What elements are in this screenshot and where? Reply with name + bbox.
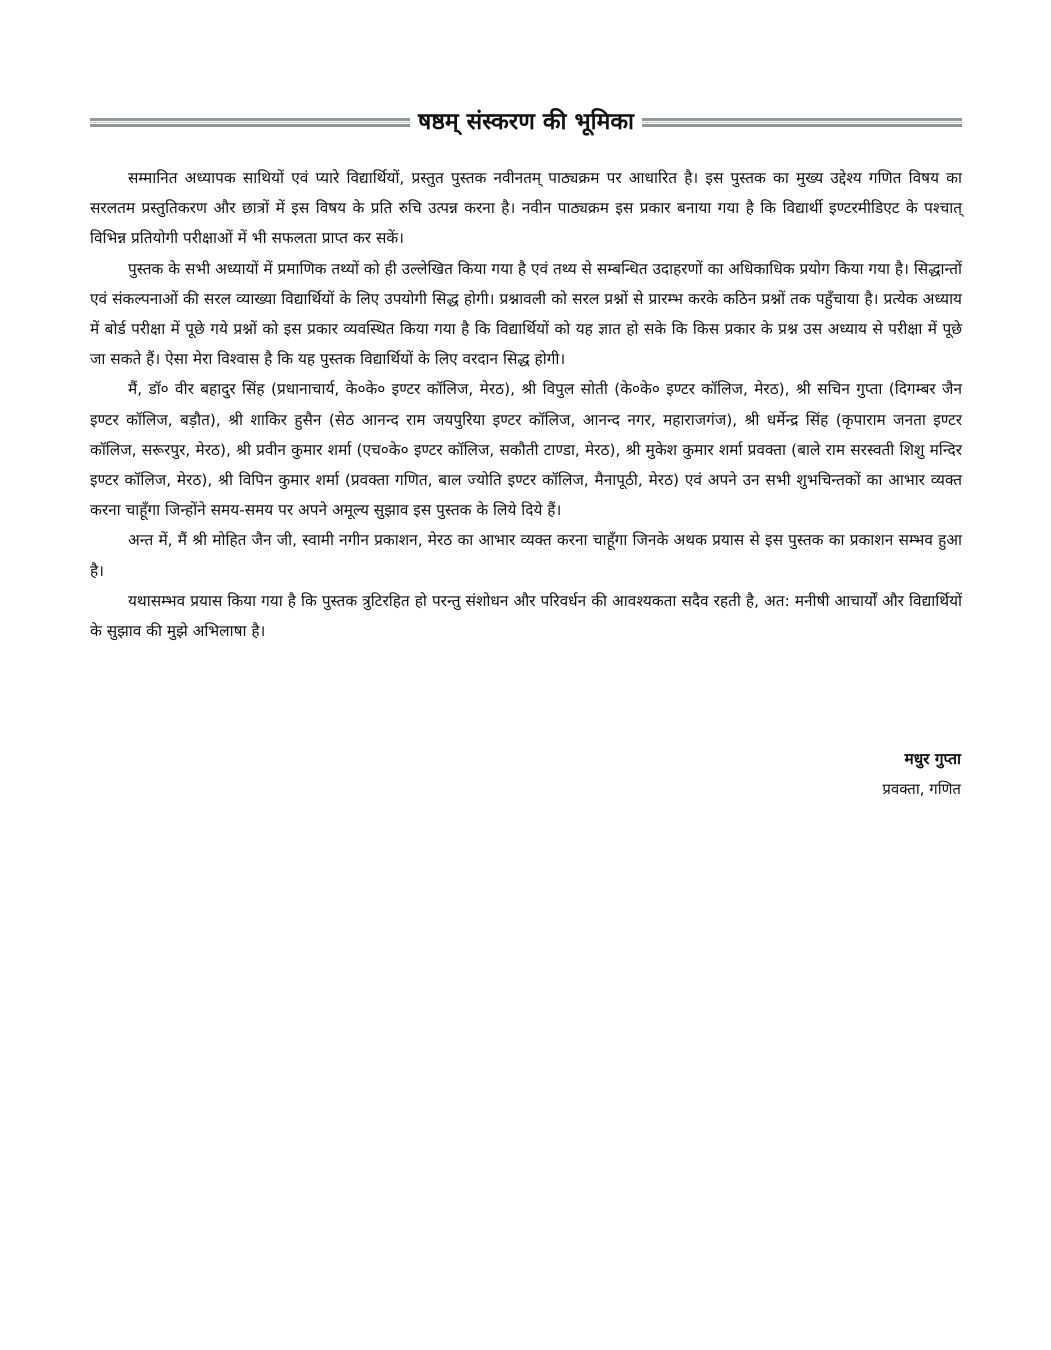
paragraph-publisher-thanks: अन्त में, मैं श्री मोहित जैन जी, स्वामी नगीन प्रकाशन, मेरठ का आभार व्यक्त करना चाहूँगा जिनके अथक प्रयास से इस पुस्तक का प्रकाशन सम्भव हुआ है। xyxy=(90,531,962,580)
paragraph-intro: सम्मानित अध्यापक साथियों एवं प्यारे विद्यार्थियों, प्रस्तुत पुस्तक नवीनतम् पाठ्यक्रम पर आधारित है। इस पुस्तक का मुख्य उद्देश्य गणित विषय का सरलतम प्रस्तुतिकरण और छात्रों में इस विषय के प्रति रुचि उत्पन्न करना है। नवीन पाठ्यक्रम इस प्रकार बनाया गया है कि विद्यार्थी इण्टरमीडिएट के पश्चात् विभिन्न प्रतियोगी परीक्षाओं में भी सफलता प्राप्त कर सकें। xyxy=(90,169,962,248)
left-decorative-rule xyxy=(90,118,410,127)
paragraph-closing: यथासम्भव प्रयास किया गया है कि पुस्तक त्रुटिरहित हो परन्तु संशोधन और परिवर्धन की आवश्यकता सदैव रहती है, अत: मनीषी आचार्यों और विद्यार्थियों के सुझाव की मुझे अभिलाषा है। xyxy=(90,591,962,641)
author-name: मधुर गुप्ता xyxy=(904,750,961,768)
author-role: प्रवक्ता, गणित xyxy=(882,780,961,798)
page-title: षष्ठम् संस्करण की भूमिका xyxy=(418,109,634,135)
heading-row xyxy=(90,102,962,142)
paragraph-acknowledgements: मैं, डॉ० वीर बहादुर सिंह (प्रधानाचार्य, के०के० इण्टर कॉलिज, मेरठ), श्री विपुल सोती (के०के० इण्टर कॉलिज, मेरठ), श्री सचिन गुप्ता (दिगम्बर जैन इण्टर कॉलिज, बड़ौत), श्री शाकिर हुसैन (सेठ आनन्द राम जयपुरिया इण्टर कॉलिज, आनन्द नगर, महाराजगंज), श्री धर्मेन्द्र सिंह (कृपाराम जनता इण्टर कॉलिज, सरूरपुर, मेरठ), श्री प्रवीन कुमार शर्मा (एच०के० इण्टर कॉलिज, सकौती टाण्डा, मेरठ), श्री मुकेश कुमार शर्मा प्रवक्ता (बाले राम सरस्वती शिशु मन्दिर इण्टर कॉलिज, मेरठ), श्री विपिन कुमार शर्मा (प्रवक्ता गणित, बाल ज्योति इण्टर कॉलिज, मैनापूठी, मेरठ) एवं अपने उन सभी शुभचिन्तकों का आभार व्यक्त करना चाहूँगा जिन्होंने समय-समय पर अपने अमूल्य सुझाव इस पुस्तक के लिये दिये हैं। xyxy=(90,380,962,520)
right-decorative-rule xyxy=(642,118,962,127)
signature-block xyxy=(882,744,961,804)
paragraph-content: पुस्तक के सभी अध्यायों में प्रमाणिक तथ्यों को ही उल्लेखित किया गया है एवं तथ्य से सम्बन्धित उदाहरणों का अधिकाधिक प्रयोग किया गया है। सिद्धान्तों एवं संकल्पनाओं की सरल व्याख्या विद्यार्थियों के लिए उपयोगी सिद्ध होगी। प्रश्नावली को सरल प्रश्नों से प्रारम्भ करके कठिन प्रश्नों तक पहुँचाया है। प्रत्येक अध्याय में बोर्ड परीक्षा में पूछे गये प्रश्नों को इस प्रकार व्यवस्थित किया गया है कि विद्यार्थियों को यह ज्ञात हो सके कि किस प्रकार के प्रश्न उस अध्याय से परीक्षा में पूछे जा सकते हैं। ऐसा मेरा विश्वास है कि यह पुस्तक विद्यार्थियों के लिए वरदान सिद्ध होगी। xyxy=(90,259,962,369)
preface-body xyxy=(90,163,962,646)
